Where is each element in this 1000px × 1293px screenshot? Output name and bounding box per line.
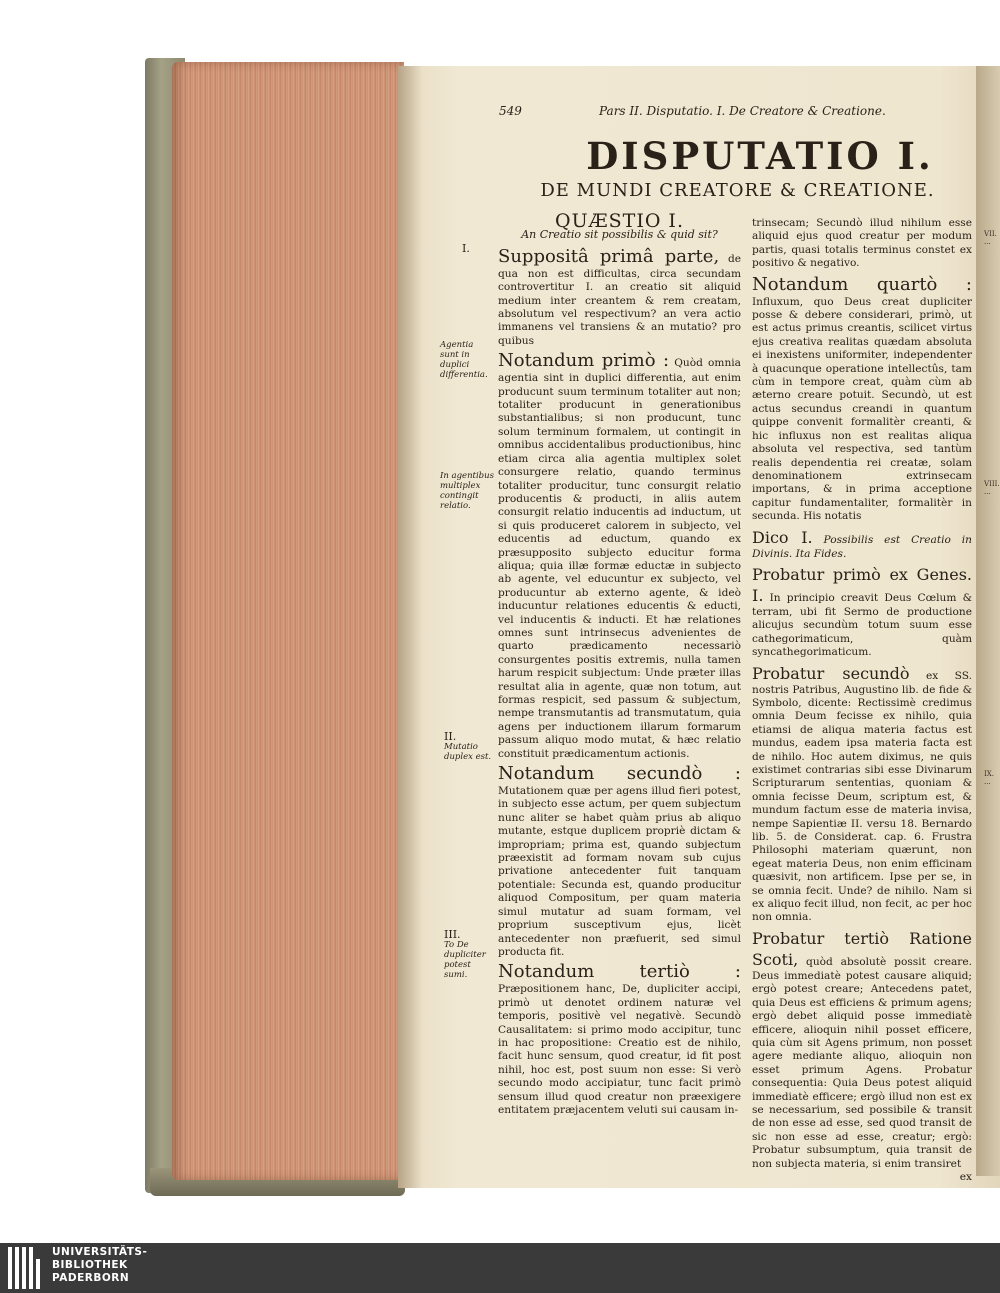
margin-note-4-number: III.: [444, 928, 461, 941]
next-page-fragment-1: VII. ...: [984, 230, 997, 246]
dico-text: Possibilis est Creatio in Divinis. Ita Fides.: [752, 533, 972, 560]
notandum-4-text: Influxum, quo Deus creat dupliciter posse & debere considerari, primò, ut est actus primus creantis, scilicet virtus ejus creativa realitas quædam absoluta ei inexistens uniformiter, independenter à quacunque operatione intellectûs, tam cùm in tempore creat, quàm cùm ab æterno creare potuit. Secundò, ut est actus secundus creandi in quantum quippe convenit formalitèr creanti, & hic influxus non est realitas aliqua absoluta vel respectiva, sed tantùm realis dependentia rei creatæ, solam denominationem extrinsecam importans, & in prima acceptione capitur fundamentaliter, formalitèr in secunda. His notatis: [752, 295, 972, 523]
notandum-2-text: Mutationem quæ per agens illud fieri potest, in subjecto esse actum, per quem subjectum nunc aliter se habet quàm prius ab aliquo mutante, estque duplicem propriè dictam & impropriam; prima est, quando subjectum præexistit ad formam novam sub cujus privatione antecedenter fuit tanquam potentiale: Secunda est, quando producitur aliquod Compositum, per quam materia simul mutatur ad suam formam, vel proprium susceptivum ejus, licèt antecedenter non præfuerit, sed simul producta fit.: [498, 785, 741, 958]
page-title: DISPUTATIO I.: [586, 134, 934, 178]
catchword: ex: [959, 1170, 972, 1183]
notandum-3-heading: Notandum tertiò :: [498, 961, 741, 983]
margin-ornament: [462, 244, 470, 255]
left-column: [498, 210, 742, 1117]
probatur-3-text: quòd absolutè possit creare. Deus immediatè potest causare aliquid; ergò potest creare; Antecedens patet, quia Deus est efficiens & primum agens; ergò debet aliquid posse immediatè efficere, alioquin nihil posset efficere, quia cùm sit Agens primum, non posset agere mediante aliquo, alioquin non esset primum Agens. Probatur consequentia: Quia Deus potest aliquid immediatè efficere; ergò illud non est ex se necessarium, sed possibile & transit de non esse ad esse, sed quod transit de sic non esse ad esse, creatur; ergò: Probatur subsumptum, quia transit de non subjecta materia, si enim transiret: [752, 955, 972, 1170]
library-footer-bar: [0, 1243, 1000, 1293]
margin-note-1: Agentia sunt in duplici differentia.: [440, 340, 488, 380]
next-page-fragment-2: VIII. ...: [984, 480, 1000, 496]
margin-note-3: [444, 732, 496, 762]
page-number: 549: [499, 104, 522, 118]
probatur-1-text: In principio creavit Deus Cœlum & terram, ubi fit Sermo de productione alicujus secundùm totum suum esse cathegorimaticum, quàm syncathegorimaticum.: [752, 591, 972, 659]
margin-note-3-text: Mutatio duplex est.: [444, 742, 492, 762]
library-logo-icon: [8, 1247, 46, 1289]
notandum-1-text: Quòd omnia agentia sint in duplici differentia, aut enim producunt suum terminum totaliter aut non; totaliter producunt in generationibus substantialibus; si non producunt, tunc solum terminum formalem, ut contingit in omnibus accidentalibus productionibus, hinc etiam circa alia agentia multiplex solet consurgere relatio, quando terminus totaliter producitur, tunc consurgit relatio producentis & producti, in aliis autem consurgit relatio inducentis ad inductum, ut si quis produceret calorem in subjecto, vel educentis ad eductum, quando ex præsupposito subjecto educitur forma aliqua; quia illæ formæ eductæ in subjecto ab agente, vel educuntur ex subjecto, vel producuntur ab externo agente, & ideò inducuntur relationes educentis & educti, vel inducentis & inducti. Et hæ relationes omnes sunt intrinsecus advenientes de quarto prædicamento necessariò consurgentes positis extremis, nulla tamen harum respicit subjectum: Unde præter illas resultat alia in agente, quæ non totum, aut formas respicit, sed passum & subjectum, nempe transmutantis ad transmutatum, quia agens per inductionem illarum formarum passum aliquo modo mutat, & hæc relatio constituit prædicamentum actionis.: [498, 357, 741, 760]
margin-note-4: [444, 930, 496, 980]
library-name-line-3: PADERBORN: [52, 1272, 130, 1284]
library-name-line-2: BIBLIOTHEK: [52, 1259, 128, 1271]
probatur-3-heading: Probatur tertiò Ratione Scoti,: [752, 928, 972, 969]
margin-note-4-text: To De dupliciter potest sumi.: [444, 940, 486, 980]
probatur-2-heading-tail: ex SS. nostris: [752, 669, 973, 696]
margin-mark: I.: [462, 242, 470, 255]
probatur-1-heading: Probatur primò ex Genes. I.: [752, 564, 972, 605]
intro-text: de qua non est difficultas, circa secundam controvertitur I. an creatio sit aliquid medium inter creantem & rem creatam, absolutum vel respectivum? an vera actio immanens vel transiens & an mutatio? pro quibus: [498, 252, 742, 347]
library-name: [52, 1246, 147, 1285]
page-fore-edge: [172, 62, 404, 1180]
right-column: [752, 217, 972, 1184]
margin-note-3-number: II.: [444, 730, 457, 743]
page-subtitle: DE MUNDI CREATORE & CREATIONE.: [540, 180, 935, 201]
notandum-2-heading: Notandum secundò :: [498, 763, 741, 785]
questio-heading: QUÆSTIO I.: [555, 210, 684, 232]
notandum-1-heading: Notandum primò :: [498, 350, 670, 372]
dico-heading: Dico I.: [752, 527, 813, 547]
margin-note-2: In agentibus multiplex contingit relatio.: [440, 471, 494, 511]
running-title: Pars II. Disputatio. I. De Creatore & Creatione.: [599, 104, 886, 118]
library-name-line-1: UNIVERSITÄTS-: [52, 1246, 148, 1258]
questio-subheading: An Creatio sit possibilis & quid sit?: [521, 228, 718, 242]
notandum-4-heading: Notandum quartò :: [752, 273, 972, 295]
intro-heading: Suppositâ primâ parte,: [498, 245, 720, 267]
probatur-2-heading: Probatur secundò: [752, 663, 910, 683]
notandum-3-text: Præpositionem hanc, De, dupliciter accipi, primò ut denotet ordinem naturæ vel temporis, positivè vel negativè. Secundò Causalitatem: si primo modo accipitur, tunc in hac propositione: Creatio est de nihilo, facit hunc sensum, quod creatur, id fit post nihil, hoc est, post suum non esse: Si verò secundo modo accipiatur, tunc facit primò sensum illud quod creatur non præexigere entitatem præjacentem veluti sui causam in-: [498, 983, 741, 1116]
continued-text: trinsecam; Secundò illud nihilum esse aliquid ejus quod creatur per modum partis, quasi totalis terminus constet ex positivo & negativo.: [752, 217, 972, 270]
next-page-fragment-3: IX. ...: [984, 770, 994, 786]
probatur-2-text: Patribus, Augustino lib. de fide & Symbolo, dicente: Rectissimè credimus omnia Deum fecisse ex nihilo, quia etiamsi de aliqua materia factus est mundus, eadem ipsa materia facta est de nihilo. Hoc autem diximus, ne quis existimet contrarias sibi esse Divinarum Scripturarum sententias, quoniam & omnia fecisse Deum, scriptum est, & mundum factum esse de materia invisa, nempe Sapientiæ II. versu 18. Bernardo lib. 5. de Considerat. cap. 6. Frustra Philosophi materiam quærunt, non egeat materia Deus, non enim efficinam quæsivit, non artificem. Ipse per se, in se omnia fecit. Unde? de nihilo. Nam si ex aliquo fecit illud, non fecit, ac per hoc non omnia.: [752, 683, 972, 924]
page-gutter-shadow: [398, 66, 422, 1188]
